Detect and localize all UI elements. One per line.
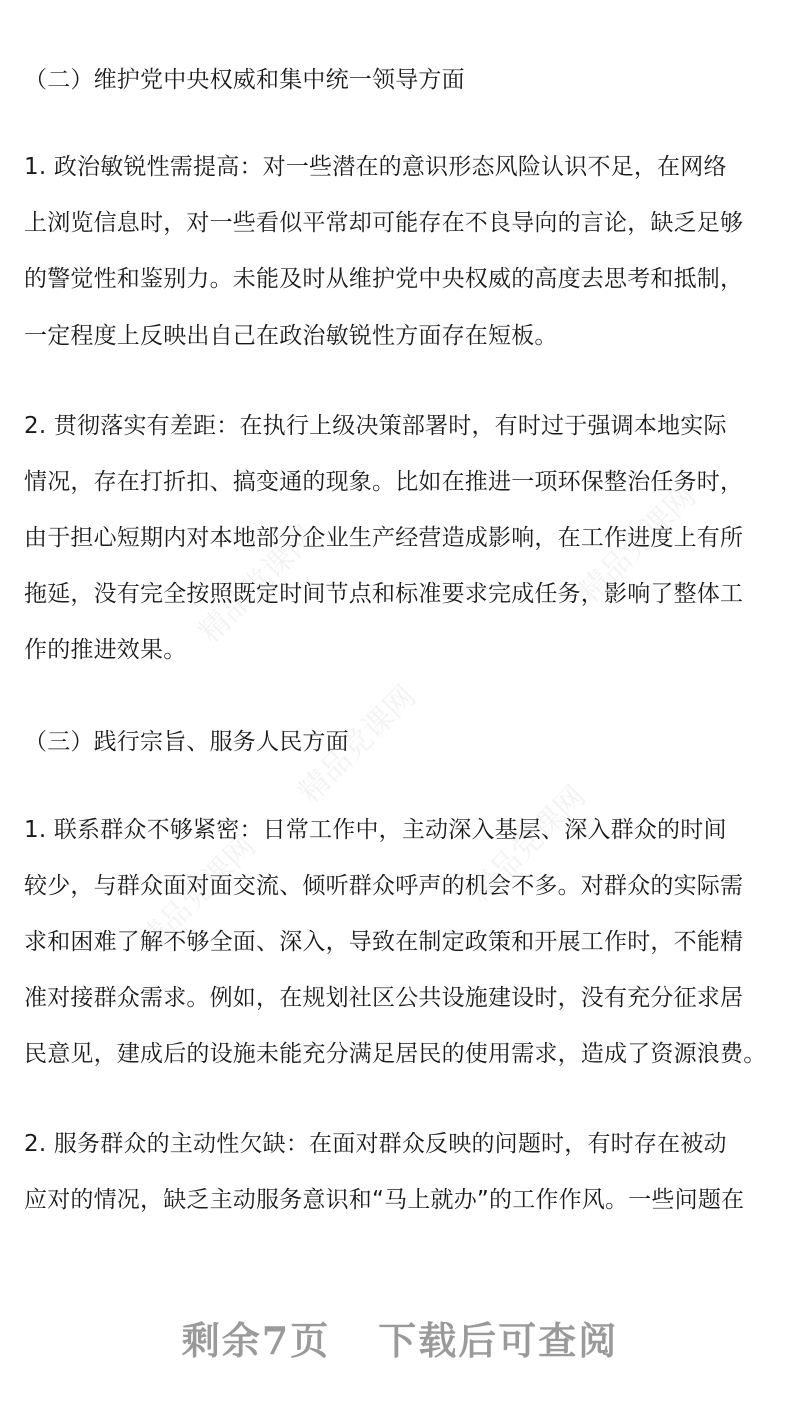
remaining-pages-banner[interactable] (0, 1310, 800, 1365)
paragraph-line: 情况，存在打折扣、搞变通的现象。比如在推进一项环保整治任务时， (24, 469, 744, 495)
paragraph-line: 作的推进效果。 (24, 637, 187, 663)
watermark: 精品党课网 (572, 479, 703, 610)
paragraph-line: 2. 服务群众的主动性欠缺：在面对群众反映的问题时，有时存在被动 (24, 1131, 727, 1157)
paragraph-line: 上浏览信息时，对一些看似平常却可能存在不良导向的言论，缺乏足够 (24, 210, 744, 236)
paragraph-line: 应对的情况，缺乏主动服务意识和“马上就办”的工作作风。一些问题在 (24, 1187, 745, 1213)
paragraph-line: 较少，与群众面对面交流、倾听群众呼声的机会不多。对群众的实际需 (24, 873, 744, 899)
watermark: 精品党课网 (292, 679, 423, 810)
watermark: 精品党课网 (132, 829, 263, 960)
section-heading: （三）践行宗旨、服务人民方面 (24, 729, 349, 755)
paragraph-line: 2. 贯彻落实有差距：在执行上级决策部署时，有时过于强调本地实际 (24, 413, 727, 439)
section-heading: （二）维护党中央权威和集中统一领导方面 (24, 67, 465, 93)
paragraph-line: 准对接群众需求。例如，在规划社区公共设施建设时，没有充分征求居 (24, 985, 744, 1011)
download-to-view-label: 下载后可查阅 (378, 1318, 619, 1363)
paragraph-line: 由于担心短期内对本地部分企业生产经营造成影响，在工作进度上有所 (24, 525, 744, 551)
paragraph-line: 1. 政治敏锐性需提高：对一些潜在的意识形态风险认识不足，在网络 (24, 154, 727, 180)
paragraph-line: 1. 联系群众不够紧密：日常工作中，主动深入基层、深入群众的时间 (24, 817, 727, 843)
paragraph-line: 一定程度上反映出自己在政治敏锐性方面存在短板。 (24, 323, 558, 349)
paragraph-line: 的警觉性和鉴别力。未能及时从维护党中央权威的高度去思考和抵制， (24, 266, 744, 292)
paragraph-line: 拖延，没有完全按照既定时间节点和标准要求完成任务，影响了整体工 (24, 581, 744, 607)
paragraph-line: 民意见，建成后的设施未能充分满足居民的使用需求，造成了资源浪费。 (24, 1041, 767, 1067)
watermark: 精品党课网 (462, 779, 593, 910)
remaining-pages-label: 剩余7页 (181, 1318, 331, 1363)
paragraph-line: 求和困难了解不够全面、深入，导致在制定政策和开展工作时，不能精 (24, 929, 744, 955)
watermark: 精品党课网 (192, 519, 323, 650)
